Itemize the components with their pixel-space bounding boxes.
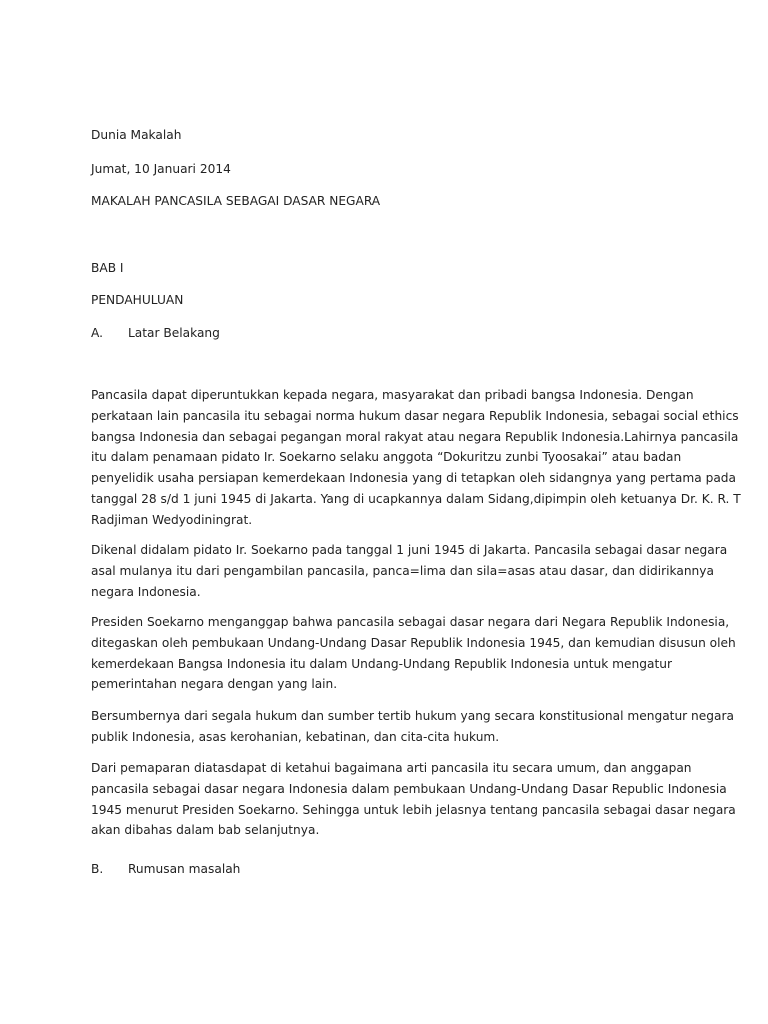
paragraph-line: Pancasila dapat diperuntukkan kepada negara, masyarakat dan pribadi bangsa Indonesia. Dengan <box>91 388 694 402</box>
paragraph-line: tanggal 28 s/d 1 juni 1945 di Jakarta. Yang di ucapkannya dalam Sidang,dipimpin oleh ketuanya Dr. K. R. T <box>91 491 741 506</box>
paragraph-4 <box>91 706 734 748</box>
site-name: Dunia Makalah <box>91 128 182 142</box>
chapter-title: PENDAHULUAN <box>91 293 184 307</box>
paragraph-line: Dari pemaparan diatasdapat di ketahui bagaimana arti pancasila itu secara umum, dan anggapan <box>91 761 692 775</box>
section-marker: A. <box>91 326 103 340</box>
section-marker: B. <box>91 862 104 876</box>
paragraph-line: pemerintahan negara dengan yang lain. <box>91 677 338 692</box>
paragraph-line: Radjiman Wedyodiningrat. <box>91 512 253 527</box>
paragraph-line: 1945 menurut Presiden Soekarno. Sehingga untuk lebih jelasnya tentang pancasila sebagai dasar negara <box>91 802 736 817</box>
paragraph-line: ditegaskan oleh pembukaan Undang-Undang Dasar Republik Indonesia 1945, dan kemudian disusun oleh <box>91 635 736 650</box>
paragraph-line: Presiden Soekarno menganggap bahwa pancasila sebagai dasar negara dari Negara Republik Indonesia, <box>91 615 730 629</box>
chapter-number: BAB I <box>91 261 124 275</box>
paragraph-line: pancasila sebagai dasar negara Indonesia dalam pembukaan Undang-Undang Dasar Republic Indonesia <box>91 781 727 796</box>
paragraph-1 <box>91 385 741 531</box>
document-title: MAKALAH PANCASILA SEBAGAI DASAR NEGARA <box>91 194 381 208</box>
paragraph-line: itu dalam penamaan pidato Ir. Soekarno selaku anggota “Dokuritzu zunbi Tyoosakai” atau badan <box>91 450 682 465</box>
section-heading-a <box>91 325 220 341</box>
paragraph-line: penyelidik usaha persiapan kemerdekaan Indonesia yang di tetapkan oleh sidangnya yang pertama pada <box>91 471 737 486</box>
paragraph-line: asal mulanya itu dari pengambilan pancasila, panca=lima dan sila=asas atau dasar, dan didirikannya <box>91 563 714 578</box>
paragraph-line: akan dibahas dalam bab selanjutnya. <box>91 823 320 838</box>
paragraph-5 <box>91 758 736 841</box>
section-heading-b <box>91 861 240 877</box>
paragraph-line: Bersumbernya dari segala hukum dan sumber tertib hukum yang secara konstitusional mengatur negara <box>91 709 734 723</box>
post-date: Jumat, 10 Januari 2014 <box>91 162 231 176</box>
paragraph-line: publik Indonesia, asas kerohanian, kebatinan, dan cita-cita hukum. <box>91 729 500 744</box>
paragraph-line: perkataan lain pancasila itu sebagai norma hukum dasar negara Republik Indonesia, sebagai social ethics <box>91 408 739 423</box>
paragraph-line: kemerdekaan Bangsa Indonesia itu dalam Undang-Undang Republik Indonesia untuk mengatur <box>91 656 672 671</box>
section-label: Latar Belakang <box>128 326 220 340</box>
paragraph-2 <box>91 540 728 602</box>
paragraph-line: negara Indonesia. <box>91 584 201 599</box>
paragraph-3 <box>91 612 736 695</box>
section-label: Rumusan masalah <box>128 862 241 876</box>
paragraph-line: bangsa Indonesia dan sebagai pegangan moral rakyat atau negara Republik Indonesia.Lahirnya pancasila <box>91 429 739 444</box>
paragraph-line: Dikenal didalam pidato Ir. Soekarno pada tanggal 1 juni 1945 di Jakarta. Pancasila sebagai dasar negara <box>91 543 728 557</box>
